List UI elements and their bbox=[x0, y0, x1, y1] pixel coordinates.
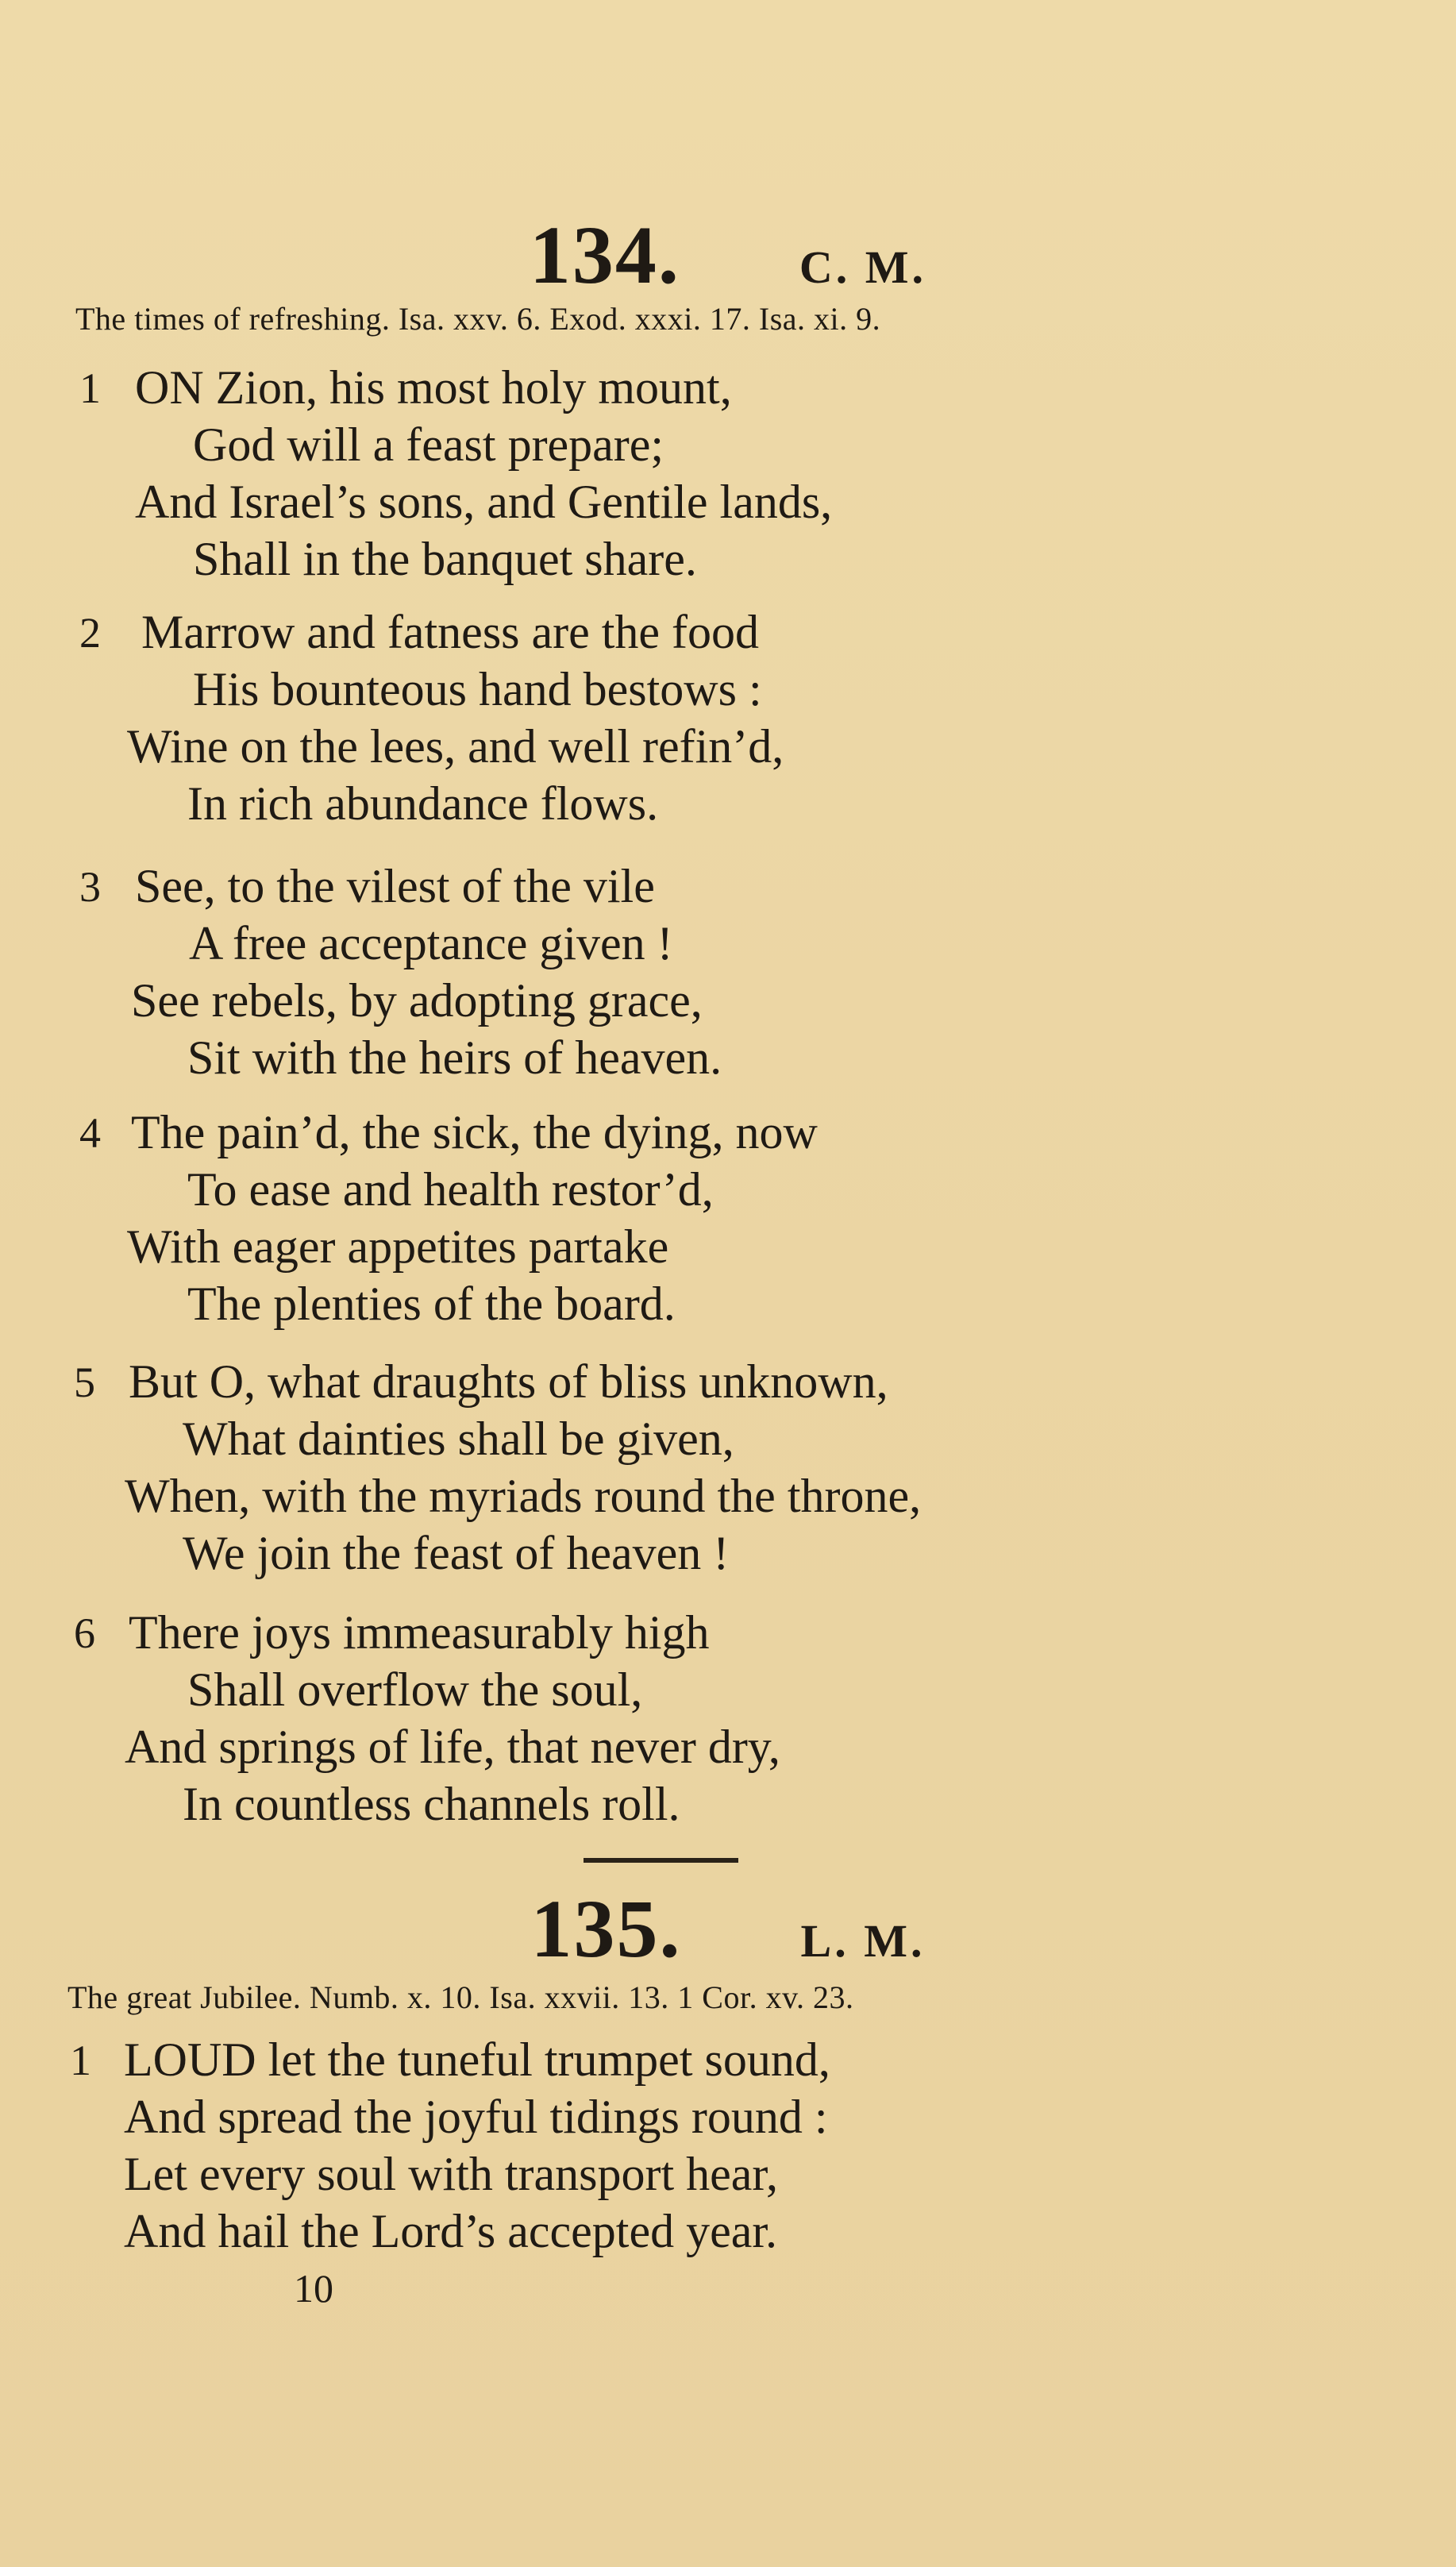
verse-line: When, with the myriads round the throne, bbox=[125, 1470, 922, 1522]
verse-line: There joys immeasurably high bbox=[129, 1606, 710, 1659]
verse-line: Wine on the lees, and well refin’d, bbox=[127, 720, 784, 773]
verse-line: Marrow and fatness are the food bbox=[141, 606, 760, 658]
verse-line: And springs of life, that never dry, bbox=[125, 1721, 780, 1773]
verse-number: 3 bbox=[79, 863, 101, 911]
verse-number: 5 bbox=[74, 1359, 95, 1406]
verse-line: Shall in the banquet share. bbox=[193, 533, 697, 585]
verse-line: A free acceptance given ! bbox=[189, 917, 673, 969]
verse-line: Sit with the heirs of heaven. bbox=[187, 1031, 722, 1084]
verse-line: Let every soul with transport hear, bbox=[124, 2148, 779, 2200]
hymn-number: 135. bbox=[530, 1883, 682, 1975]
verse-line: And spread the joyful tidings round : bbox=[124, 2091, 828, 2143]
verse-line: ON Zion, his most holy mount, bbox=[135, 361, 732, 414]
verse-line: His bounteous hand bestows : bbox=[193, 663, 762, 715]
verse-line: With eager appetites partake bbox=[127, 1220, 669, 1273]
verse-number: 1 bbox=[70, 2037, 91, 2084]
verse-line: God will a feast prepare; bbox=[193, 418, 664, 471]
verse-line: In countless channels roll. bbox=[183, 1778, 680, 1830]
hymn-134-heading bbox=[0, 208, 1456, 303]
hymn-meter: L. M. bbox=[800, 1915, 926, 1967]
hymn-135-subtitle: The great Jubilee. Numb. x. 10. Isa. xxvii. 13. 1 Cor. xv. 23. bbox=[67, 1979, 854, 2015]
verse-number: 2 bbox=[79, 609, 101, 657]
page-number: 10 bbox=[294, 2266, 333, 2311]
verse-line: In rich abundance flows. bbox=[187, 777, 659, 830]
section-divider bbox=[584, 1858, 738, 1863]
hymn-meter: C. M. bbox=[799, 241, 927, 293]
verse-line: And Israel’s sons, and Gentile lands, bbox=[135, 476, 833, 528]
hymn-number: 134. bbox=[529, 210, 680, 301]
verse-line: What dainties shall be given, bbox=[183, 1413, 734, 1465]
verse-line: We join the feast of heaven ! bbox=[183, 1527, 730, 1579]
verse-line: LOUD let the tuneful trumpet sound, bbox=[124, 2033, 830, 2086]
verse-line: See rebels, by adopting grace, bbox=[131, 974, 703, 1027]
verse-line: See, to the vilest of the vile bbox=[135, 860, 655, 912]
verse-number: 1 bbox=[79, 364, 101, 412]
verse-line: And hail the Lord’s accepted year. bbox=[124, 2205, 778, 2257]
verse-line: The pain’d, the sick, the dying, now bbox=[131, 1106, 818, 1158]
hymn-134-subtitle: The times of refreshing. Isa. xxv. 6. Exod. xxxi. 17. Isa. xi. 9. bbox=[75, 301, 881, 337]
verse-number: 6 bbox=[74, 1609, 95, 1657]
hymn-135-heading bbox=[0, 1882, 1456, 1976]
verse-line: Shall overflow the soul, bbox=[187, 1663, 643, 1716]
verse-line: The plenties of the board. bbox=[187, 1278, 676, 1330]
verse-number: 4 bbox=[79, 1109, 101, 1157]
verse-line: But O, what draughts of bliss unknown, bbox=[129, 1355, 888, 1408]
verse-line: To ease and health restor’d, bbox=[187, 1163, 714, 1216]
